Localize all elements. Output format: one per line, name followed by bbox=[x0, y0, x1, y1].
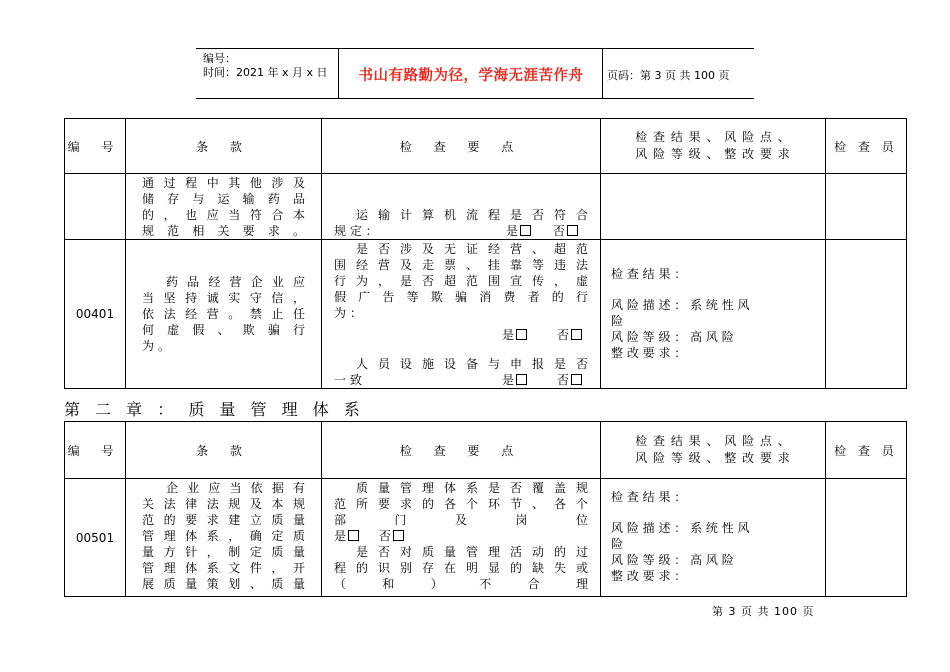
point-line: 运 输 计 算 机 流 程 是 否 符 合 bbox=[356, 208, 588, 222]
clause-line: 管 理 体 系 ， 确 定 质 bbox=[142, 529, 305, 543]
yes-option bbox=[502, 372, 529, 388]
no-checkbox[interactable] bbox=[567, 225, 578, 236]
point-line: 围 经 营 及 走 票 、 挂 靠 等 违 法 bbox=[334, 258, 588, 272]
no-label: 否 bbox=[378, 529, 391, 543]
table-row bbox=[65, 240, 907, 389]
chapter-title: 第 二 章 ： 质 量 管 理 体 系 bbox=[64, 400, 365, 419]
no-checkbox[interactable] bbox=[393, 530, 404, 541]
point-line: 范 所 要 求 的 各 个 环 节 、 各 个 bbox=[334, 497, 588, 511]
no-label: 否 bbox=[552, 224, 565, 238]
col-result-header-line: 风 险 等 级 、 整 改 要 求 bbox=[635, 451, 791, 465]
col-result-header-line: 检 查 结 果 、 风 险 点 、 bbox=[635, 434, 791, 448]
no-option bbox=[557, 327, 584, 343]
clause-line: 量 方 针 ， 制 定 质 量 bbox=[142, 545, 305, 559]
no-label: 否 bbox=[556, 328, 569, 342]
point-line: 假 广 告 等 欺 骗 消 费 者 的 行 bbox=[334, 290, 588, 304]
point-line: 为 ： bbox=[334, 306, 362, 320]
table-row bbox=[65, 479, 907, 597]
clause-line: 通 过 程 中 其 他 涉 及 bbox=[142, 176, 305, 190]
clause-text bbox=[126, 174, 321, 239]
col-points-header: 检 查 要 点 bbox=[322, 422, 601, 479]
point-line bbox=[334, 223, 588, 239]
clause-line: 管 理 体 系 文 件 ， 开 bbox=[142, 561, 305, 575]
point-line: 部 门 及 岗 位 bbox=[334, 513, 588, 527]
points-text bbox=[322, 479, 600, 592]
clause-line: 储 存 与 运 输 药 品 bbox=[142, 192, 305, 206]
col-result-header-line: 检 查 结 果 、 风 险 点 、 bbox=[635, 130, 791, 144]
check-result-label: 检 查 结 果 ： bbox=[611, 490, 687, 504]
clause-line: 展 质 量 策 划 、 质 量 bbox=[142, 577, 305, 591]
col-inspector-header: 检 查 员 bbox=[826, 119, 907, 174]
row-points-cell bbox=[322, 174, 601, 240]
row-inspector-cell bbox=[826, 479, 907, 597]
point-line-prefix: 一 致 bbox=[334, 373, 362, 387]
table-header-row bbox=[65, 119, 907, 174]
result-text bbox=[601, 240, 825, 361]
risk-level: 风 险 等 级 ： 高 风 险 bbox=[611, 553, 734, 567]
risk-description-cont: 险 bbox=[611, 314, 624, 328]
row-clause-cell bbox=[126, 240, 322, 389]
clause-line: 何 虚 假 、 欺 骗 行 bbox=[142, 323, 305, 337]
point-line bbox=[334, 327, 588, 343]
number-label: 编号： bbox=[203, 52, 236, 65]
clause-line: 的 ， 也 应 当 符 合 本 bbox=[142, 208, 305, 222]
row-id-cell: 00401 bbox=[65, 240, 126, 389]
header-page-number: 页码：第 3 页 共 100 页 bbox=[607, 69, 730, 82]
col-result-header-line: 风 险 等 级 、 整 改 要 求 bbox=[635, 147, 791, 161]
risk-level: 风 险 等 级 ： 高 风 险 bbox=[611, 330, 734, 344]
col-result-header bbox=[601, 119, 826, 174]
clause-line: 关 法 律 法 规 及 本 规 bbox=[142, 497, 305, 511]
table-header-row bbox=[65, 422, 907, 479]
yes-label: 是 bbox=[505, 224, 518, 238]
clause-text bbox=[126, 479, 321, 592]
no-checkbox[interactable] bbox=[571, 374, 582, 385]
row-inspector-cell bbox=[826, 240, 907, 389]
col-points-header: 检 查 要 点 bbox=[322, 119, 601, 174]
page-header bbox=[196, 48, 754, 99]
yes-label: 是 bbox=[501, 373, 514, 387]
point-line: （ 和 ） 不 合 理 bbox=[334, 577, 588, 591]
point-line: 人 员 设 施 设 备 与 申 报 是 否 bbox=[356, 357, 588, 371]
point-line: 是 否 对 质 量 管 理 活 动 的 过 bbox=[356, 545, 588, 559]
point-line: 质 量 管 理 体 系 是 否 覆 盖 规 bbox=[356, 481, 588, 495]
col-id-header: 编 号 bbox=[65, 422, 126, 479]
clause-line: 范 的 要 求 建 立 质 量 bbox=[142, 513, 305, 527]
col-clause-header: 条 款 bbox=[126, 422, 322, 479]
no-checkbox[interactable] bbox=[571, 329, 582, 340]
points-text bbox=[322, 240, 600, 388]
no-label: 否 bbox=[556, 373, 569, 387]
yes-checkbox[interactable] bbox=[520, 225, 531, 236]
inspection-table-2 bbox=[64, 421, 907, 597]
row-clause-cell bbox=[126, 174, 322, 240]
inspection-table-1 bbox=[64, 118, 907, 389]
clause-line: 依 法 经 营 。 禁 止 任 bbox=[142, 307, 305, 321]
point-line: 行 为 ， 是 否 超 范 围 宣 传 ， 虚 bbox=[334, 274, 588, 288]
row-clause-cell bbox=[126, 479, 322, 597]
clause-line: 当 坚 持 诚 实 守 信 ， bbox=[142, 291, 305, 305]
yes-label: 是 bbox=[334, 529, 347, 543]
point-line bbox=[334, 528, 588, 544]
header-divider bbox=[602, 49, 603, 98]
yes-checkbox[interactable] bbox=[348, 530, 359, 541]
risk-description: 风 险 描 述 ： 系 统 性 风 bbox=[611, 298, 750, 312]
rectify-requirement: 整 改 要 求 ： bbox=[611, 346, 687, 360]
row-inspector-cell bbox=[826, 174, 907, 240]
header-meta bbox=[203, 52, 328, 80]
clause-line: 药 品 经 营 企 业 应 bbox=[166, 275, 305, 289]
row-result-cell bbox=[601, 174, 826, 240]
page-footer: 第 3 页 共 100 页 bbox=[712, 605, 815, 618]
result-text bbox=[601, 479, 825, 584]
yes-checkbox[interactable] bbox=[516, 329, 527, 340]
point-line bbox=[334, 372, 588, 388]
row-points-cell bbox=[322, 479, 601, 597]
yes-checkbox[interactable] bbox=[516, 374, 527, 385]
risk-description: 风 险 描 述 ： 系 统 性 风 bbox=[611, 521, 750, 535]
yes-label: 是 bbox=[501, 328, 514, 342]
clause-text bbox=[126, 274, 321, 354]
row-points-cell bbox=[322, 240, 601, 389]
col-result-header bbox=[601, 422, 826, 479]
no-option bbox=[553, 223, 580, 239]
header-motto: 书山有路勤为径，学海无涯苦作舟 bbox=[358, 68, 584, 84]
row-result-cell bbox=[601, 479, 826, 597]
clause-line: 规 范 相 关 要 求 。 bbox=[142, 224, 305, 238]
yes-option bbox=[506, 223, 533, 239]
no-option bbox=[557, 372, 584, 388]
col-inspector-header: 检 查 员 bbox=[826, 422, 907, 479]
clause-line: 为 。 bbox=[142, 339, 170, 353]
point-line-prefix: 规 定 ： bbox=[334, 224, 378, 238]
col-id-header: 编 号 bbox=[65, 119, 126, 174]
table-row bbox=[65, 174, 907, 240]
rectify-requirement: 整 改 要 求 ： bbox=[611, 569, 687, 583]
col-clause-header: 条 款 bbox=[126, 119, 322, 174]
check-result-label: 检 查 结 果 ： bbox=[611, 267, 687, 281]
row-id-cell bbox=[65, 174, 126, 240]
yes-option bbox=[502, 327, 529, 343]
risk-description-cont: 险 bbox=[611, 537, 624, 551]
point-line: 程 的 识 别 存 在 明 显 的 缺 失 或 bbox=[334, 561, 588, 575]
row-result-cell bbox=[601, 240, 826, 389]
header-divider bbox=[338, 49, 339, 98]
clause-line: 企 业 应 当 依 据 有 bbox=[166, 481, 305, 495]
point-line: 是 否 涉 及 无 证 经 营 、 超 范 bbox=[356, 242, 588, 256]
points-text bbox=[322, 207, 600, 239]
time-label: 时间：2021 年 x 月 x 日 bbox=[203, 66, 328, 79]
row-id-cell: 00501 bbox=[65, 479, 126, 597]
